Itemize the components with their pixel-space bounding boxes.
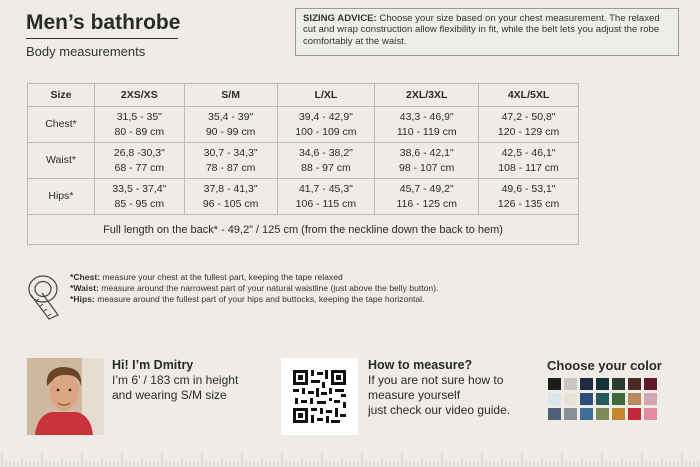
color-swatch[interactable] bbox=[564, 378, 577, 390]
sizing-advice-text: Choose your size based on your chest measurement. The relaxed cut and wrap construction allow flexibility in fit, while the belt lets you adjust the robe comfortably at the waist. bbox=[303, 13, 660, 47]
model-greeting: Hi! I’m Dmitry bbox=[112, 358, 194, 372]
value-inches: 47,2 - 50,8" bbox=[501, 110, 556, 123]
size-column-header: 2XS/XS bbox=[94, 84, 184, 107]
value-inches: 30,7 - 34,3" bbox=[203, 146, 258, 159]
color-swatch[interactable] bbox=[548, 393, 561, 405]
color-swatch[interactable] bbox=[580, 378, 593, 390]
color-swatch[interactable] bbox=[644, 378, 657, 390]
value-cm: 68 - 77 cm bbox=[114, 161, 165, 174]
title-underline bbox=[26, 38, 178, 39]
size-column-header: L/XL bbox=[277, 84, 375, 107]
color-swatch[interactable] bbox=[564, 393, 577, 405]
note-waist bbox=[70, 283, 438, 294]
color-swatch[interactable] bbox=[612, 408, 625, 420]
color-swatch[interactable] bbox=[548, 378, 561, 390]
measurement-notes bbox=[70, 272, 438, 305]
value-inches: 45,7 - 49,2" bbox=[399, 182, 454, 195]
note-chest bbox=[70, 272, 438, 283]
table-cell bbox=[479, 179, 579, 215]
table-cell bbox=[184, 143, 277, 179]
table-cell bbox=[277, 143, 375, 179]
qr-code-icon bbox=[281, 358, 358, 435]
value-inches: 39,4 - 42,9" bbox=[298, 110, 353, 123]
color-swatch[interactable] bbox=[580, 408, 593, 420]
value-inches: 38,6 - 42,1" bbox=[399, 146, 454, 159]
value-cm: 96 - 105 cm bbox=[202, 197, 259, 210]
note-text: measure your chest at the fullest part, keeping the tape relaxed bbox=[100, 272, 343, 282]
value-cm: 90 - 99 cm bbox=[205, 125, 256, 138]
full-length-note: Full length on the back* - 49,2” / 125 cm (from the neckline down the back to hem) bbox=[28, 215, 579, 245]
value-cm: 98 - 107 cm bbox=[398, 161, 455, 174]
size-header-row bbox=[28, 84, 579, 107]
size-chart-table bbox=[27, 83, 579, 245]
color-swatch[interactable] bbox=[564, 408, 577, 420]
color-picker-title: Choose your color bbox=[547, 358, 662, 373]
table-cell bbox=[184, 179, 277, 215]
value-inches: 42,5 - 46,1" bbox=[501, 146, 556, 159]
note-hips bbox=[70, 294, 438, 305]
video-guide-qr-code[interactable] bbox=[281, 358, 358, 435]
table-cell bbox=[94, 143, 184, 179]
value-cm: 120 - 129 cm bbox=[497, 125, 560, 138]
hips-row bbox=[28, 179, 579, 215]
color-swatch[interactable] bbox=[596, 393, 609, 405]
color-swatch[interactable] bbox=[644, 408, 657, 420]
size-header-cell: Size bbox=[28, 84, 95, 107]
measuring-tape-icon bbox=[27, 271, 63, 323]
value-inches: 35,4 - 39" bbox=[208, 110, 254, 123]
page-title: Men’s bathrobe bbox=[26, 11, 181, 34]
sizing-advice-label: SIZING ADVICE: bbox=[303, 13, 377, 24]
value-cm: 116 - 125 cm bbox=[396, 197, 457, 210]
color-swatch[interactable] bbox=[596, 408, 609, 420]
color-swatch[interactable] bbox=[612, 393, 625, 405]
value-cm: 108 - 117 cm bbox=[498, 161, 559, 174]
color-swatch-grid bbox=[548, 378, 666, 420]
value-inches: 43,3 - 46,9" bbox=[399, 110, 454, 123]
how-to-measure bbox=[368, 358, 510, 418]
value-inches: 26,8 -30,3" bbox=[113, 146, 165, 159]
table-cell bbox=[375, 107, 479, 143]
value-cm: 85 - 95 cm bbox=[114, 197, 165, 210]
model-portrait-icon bbox=[27, 358, 104, 435]
table-cell bbox=[479, 107, 579, 143]
value-inches: 41,7 - 45,3" bbox=[298, 182, 353, 195]
model-height: I’m 6’ / 183 cm in height bbox=[112, 373, 239, 387]
sizing-advice-box bbox=[295, 8, 679, 56]
model-size: and wearing S/M size bbox=[112, 388, 227, 402]
value-cm: 106 - 115 cm bbox=[295, 197, 357, 210]
color-swatch[interactable] bbox=[548, 408, 561, 420]
page-subtitle: Body measurements bbox=[26, 44, 146, 59]
value-cm: 78 - 87 cm bbox=[205, 161, 256, 174]
chest-row bbox=[28, 107, 579, 143]
note-text: measure around the fullest part of your hips and buttocks, keeping the tape horizontal. bbox=[94, 294, 425, 304]
table-cell bbox=[375, 143, 479, 179]
value-inches: 49,6 - 53,1" bbox=[501, 182, 556, 195]
waist-row bbox=[28, 143, 579, 179]
model-info bbox=[112, 358, 238, 403]
color-swatch[interactable] bbox=[596, 378, 609, 390]
color-swatch[interactable] bbox=[628, 378, 641, 390]
how-to-measure-text: If you are not sure how to bbox=[368, 373, 504, 387]
color-swatch[interactable] bbox=[644, 393, 657, 405]
color-swatch[interactable] bbox=[628, 408, 641, 420]
color-swatch[interactable] bbox=[612, 378, 625, 390]
table-cell bbox=[375, 179, 479, 215]
model-photo bbox=[27, 358, 104, 435]
table-cell bbox=[479, 143, 579, 179]
row-label: Hips* bbox=[28, 179, 95, 215]
color-swatch[interactable] bbox=[628, 393, 641, 405]
value-cm: 110 - 119 cm bbox=[396, 125, 457, 138]
size-column-header: 2XL/3XL bbox=[375, 84, 479, 107]
table-cell bbox=[184, 107, 277, 143]
note-label: *Waist: bbox=[70, 283, 99, 293]
note-label: *Chest: bbox=[70, 272, 101, 282]
value-cm: 100 - 109 cm bbox=[295, 125, 357, 138]
table-cell bbox=[94, 107, 184, 143]
row-label: Waist* bbox=[28, 143, 95, 179]
note-text: measure around the narrowest part of your natural waistline (just above the belly button). bbox=[98, 283, 439, 293]
how-to-measure-title: How to measure? bbox=[368, 358, 473, 372]
value-cm: 88 - 97 cm bbox=[301, 161, 351, 174]
value-inches: 31,5 - 35" bbox=[116, 110, 162, 123]
row-label: Chest* bbox=[28, 107, 95, 143]
value-cm: 80 - 89 cm bbox=[114, 125, 165, 138]
table-cell bbox=[277, 179, 375, 215]
full-length-row bbox=[28, 215, 579, 245]
table-cell bbox=[94, 179, 184, 215]
size-column-header: 4XL/5XL bbox=[479, 84, 579, 107]
color-swatch[interactable] bbox=[580, 393, 593, 405]
value-inches: 33,5 - 37,4" bbox=[112, 182, 167, 195]
value-inches: 34,6 - 38,2" bbox=[298, 146, 353, 159]
note-label: *Hips: bbox=[70, 294, 95, 304]
how-to-measure-text: measure yourself bbox=[368, 388, 461, 402]
ruler-strip bbox=[0, 451, 700, 467]
value-inches: 37,8 - 41,3" bbox=[203, 182, 258, 195]
video-guide-link[interactable]: just check our video guide. bbox=[368, 403, 511, 417]
size-column-header: S/M bbox=[184, 84, 277, 107]
table-cell bbox=[277, 107, 375, 143]
value-cm: 126 - 135 cm bbox=[497, 197, 560, 210]
